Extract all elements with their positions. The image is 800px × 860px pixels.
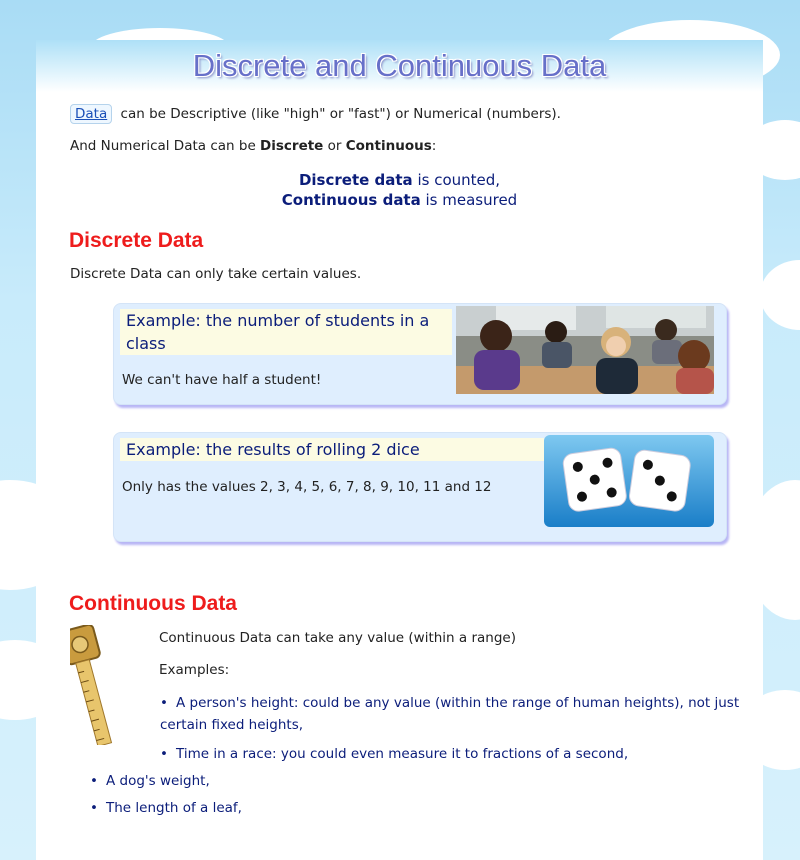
examples-label: Examples:	[159, 662, 230, 678]
list-item-dog	[90, 771, 690, 791]
intro-line-1	[70, 104, 561, 124]
continuous-heading: Continuous Data	[69, 592, 237, 615]
summary-continuous-bold: Continuous data	[281, 191, 421, 209]
summary-continuous-rest: is measured	[420, 191, 518, 209]
continuous-examples-list-1	[160, 693, 740, 713]
summary-box	[36, 170, 763, 210]
summary-line-2	[36, 190, 763, 210]
list-item-height-continuation: certain fixed heights,	[160, 717, 304, 733]
or-text: or	[323, 138, 346, 154]
tape-measure-image	[70, 625, 120, 745]
list-item-text: A person's height: could be any value (within the range of human heights), not just	[176, 695, 740, 711]
continuous-examples-list-3	[90, 771, 690, 818]
intro-line-2-text: And Numerical Data can be	[70, 138, 261, 154]
list-item-race	[160, 744, 740, 764]
discrete-text: Discrete Data can only take certain values.	[70, 266, 362, 282]
colon-text: :	[431, 138, 437, 154]
classroom-photo	[456, 306, 714, 394]
continuous-examples-list-2	[160, 744, 740, 764]
example-students	[113, 303, 727, 405]
summary-discrete-rest: is counted,	[412, 171, 501, 189]
dice-image	[544, 435, 714, 527]
example-students-title	[120, 309, 452, 355]
summary-line-1	[36, 170, 763, 190]
example-dice	[113, 432, 727, 542]
continuous-bold: Continuous	[345, 138, 432, 154]
summary-discrete-bold: Discrete data	[298, 171, 413, 189]
discrete-bold: Discrete	[260, 138, 324, 154]
list-item-leaf	[90, 798, 690, 818]
intro-line-1-text: can be Descriptive (like "high" or "fast") or Numerical (numbers).	[120, 106, 561, 122]
continuous-text: Continuous Data can take any value (within a range)	[159, 630, 516, 646]
list-item-text: A dog's weight,	[106, 773, 210, 789]
example-students-title-line1: Example: the number of students in a	[126, 311, 430, 330]
list-item-text: The length of a leaf,	[106, 800, 242, 816]
intro-line-2	[70, 138, 436, 154]
example-dice-text: Only has the values 2, 3, 4, 5, 6, 7, 8, 9, 10, 11 and 12	[122, 479, 492, 495]
cloud-decoration	[760, 260, 800, 330]
example-students-text: We can't have half a student!	[122, 372, 322, 388]
list-item-height	[160, 693, 740, 713]
data-link[interactable]: Data	[70, 104, 112, 124]
page-title: Discrete and Continuous Data	[192, 48, 607, 83]
example-students-title-line2: class	[126, 334, 166, 353]
example-dice-title: Example: the results of rolling 2 dice	[120, 438, 544, 461]
list-item-text: Time in a race: you could even measure it to fractions of a second,	[176, 746, 629, 762]
discrete-heading: Discrete Data	[69, 229, 204, 252]
